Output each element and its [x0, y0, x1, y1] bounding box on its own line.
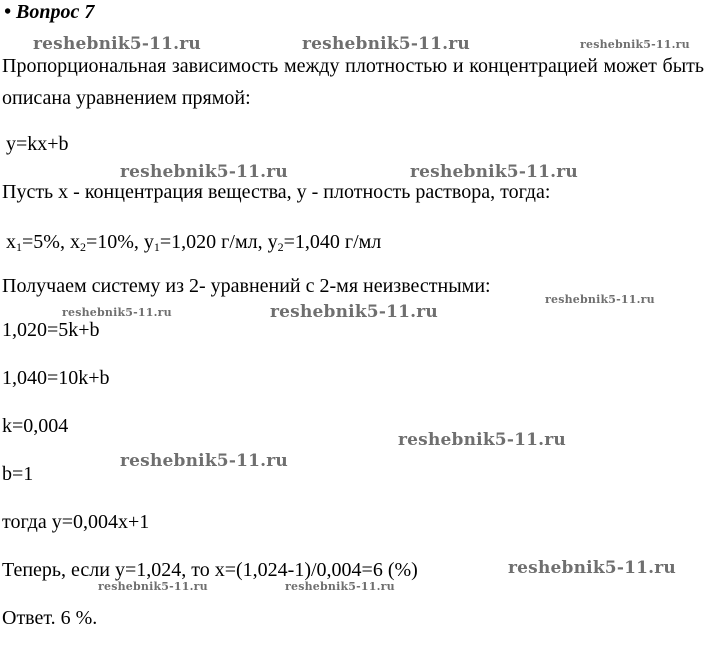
given-values	[6, 226, 381, 263]
y1-value: =1,020 г/мл,	[159, 231, 263, 253]
watermark: reshebnik5-11.ru	[120, 451, 288, 471]
then-line: тогда y=0,004x+1	[2, 511, 150, 533]
paragraph-intro: Пропорциональная зависимость между плотностью и концентрацией может быть описана уравнением прямой:	[2, 55, 704, 109]
answer: Ответ. 6 %.	[2, 607, 98, 629]
x-letter: x	[69, 231, 80, 253]
paragraph-let: Пусть x - концентрация вещества, y - плотность раствора, тогда:	[2, 181, 551, 203]
watermark: reshebnik5-11.ru	[285, 580, 395, 593]
y-letter: y	[267, 231, 278, 253]
final-calculation: Теперь, если y=1,024, то x=(1,024-1)/0,004=6 (%)	[2, 559, 418, 581]
x2-value: =10%,	[85, 231, 139, 253]
y2-value: =1,040 г/мл	[283, 231, 382, 253]
subscript: 2	[79, 240, 86, 254]
watermark: reshebnik5-11.ru	[545, 293, 655, 306]
watermark: reshebnik5-11.ru	[270, 302, 438, 322]
watermark: reshebnik5-11.ru	[410, 162, 578, 182]
watermark: reshebnik5-11.ru	[508, 558, 676, 578]
b-result: b=1	[2, 463, 34, 485]
y-letter: y	[143, 231, 154, 253]
x-letter: x	[6, 231, 16, 253]
watermark: reshebnik5-11.ru	[398, 430, 566, 450]
subscript: 1	[16, 240, 22, 254]
watermark: reshebnik5-11.ru	[580, 38, 690, 51]
watermark: reshebnik5-11.ru	[62, 306, 172, 319]
x1-value: =5%,	[22, 231, 65, 253]
subscript: 1	[153, 240, 160, 254]
watermark: reshebnik5-11.ru	[120, 162, 288, 182]
equation-line: y=kx+b	[6, 133, 69, 155]
watermark: reshebnik5-11.ru	[33, 34, 201, 54]
k-result: k=0,004	[2, 415, 69, 437]
paragraph-system: Получаем систему из 2- уравнений с 2-мя неизвестными:	[2, 275, 491, 297]
subscript: 2	[277, 240, 284, 254]
equation-1: 1,020=5k+b	[2, 319, 100, 341]
watermark: reshebnik5-11.ru	[98, 580, 208, 593]
equation-2: 1,040=10k+b	[2, 367, 110, 389]
heading: • Вопрос 7	[4, 1, 95, 23]
watermark: reshebnik5-11.ru	[302, 34, 470, 54]
